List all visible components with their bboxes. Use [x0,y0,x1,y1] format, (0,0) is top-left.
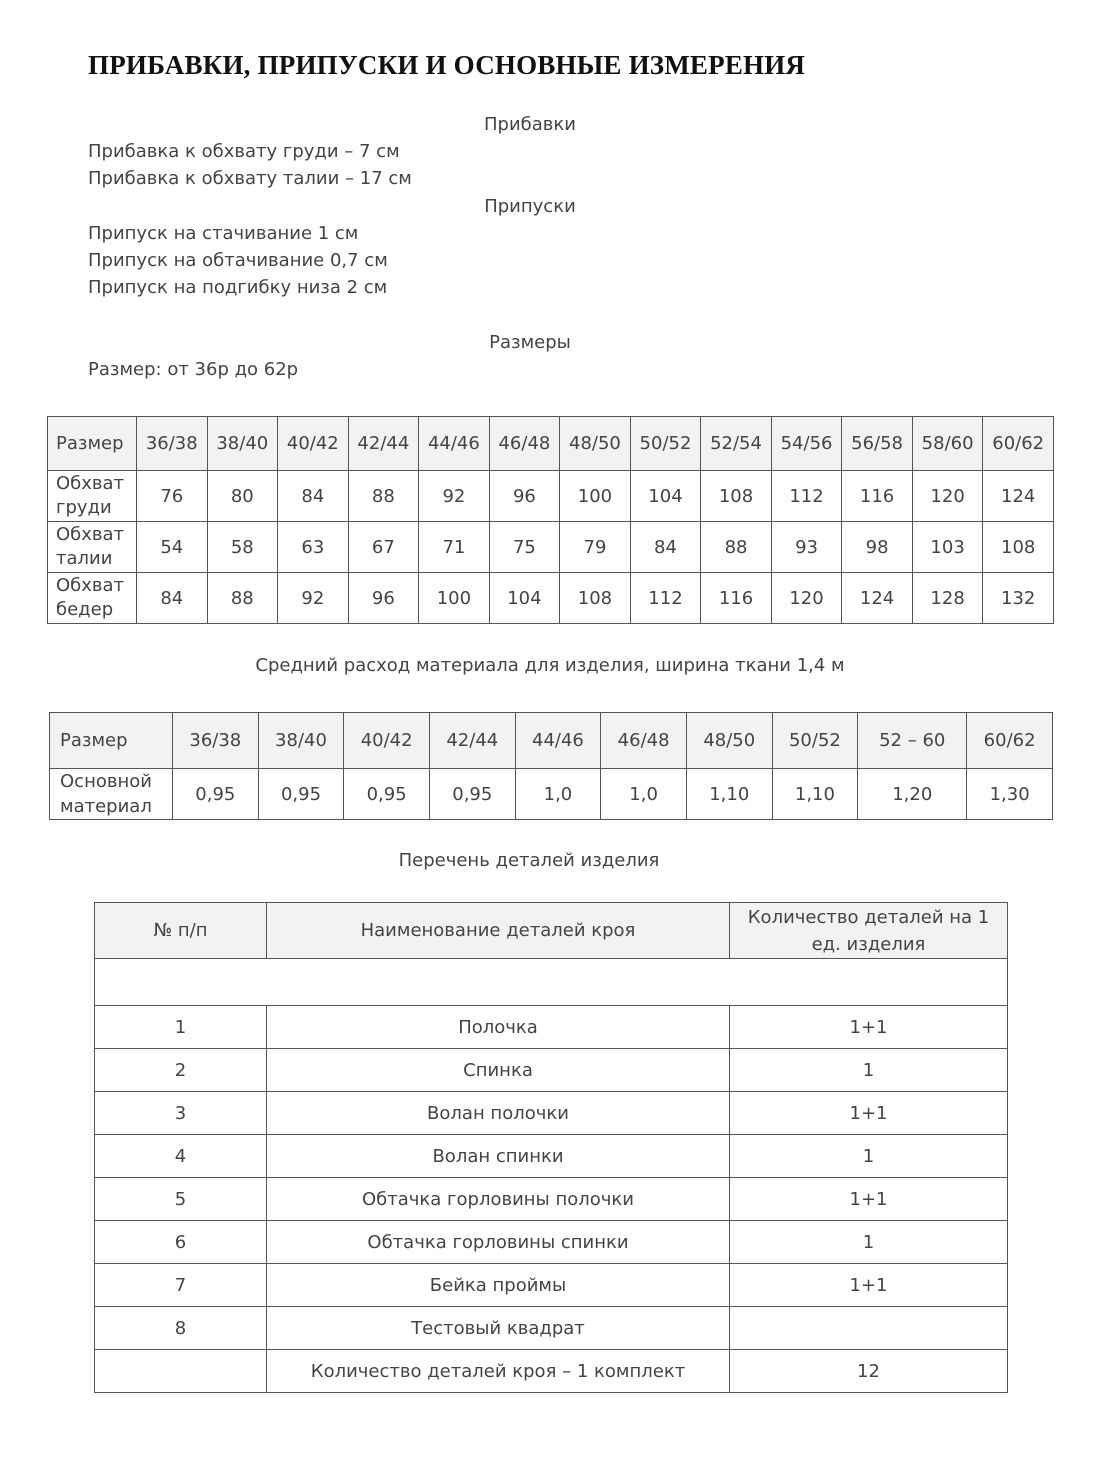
table-cell: 0,95 [429,769,515,820]
table-cell: Спинка [267,1049,730,1092]
table-cell: Обтачка горловины полочки [267,1178,730,1221]
table-header-cell: 40/42 [344,713,430,769]
table-header-cell: 58/60 [912,417,983,471]
size-range-text: Размер: от 36р до 62р [88,359,299,380]
table-header-cell: 40/42 [278,417,349,471]
table-cell: 12 [730,1350,1008,1393]
table-cell: 100 [560,471,631,522]
table-row [95,1135,1008,1178]
table-cell: 132 [983,573,1054,624]
table-header-cell: 54/56 [771,417,842,471]
table-cell: 96 [348,573,419,624]
allowance-line: Припуск на стачивание 1 см [88,223,359,244]
row-label-line: Обхват [56,575,125,596]
table-cell: 92 [278,573,349,624]
table-cell: 1 [730,1049,1008,1092]
table-header-cell: 44/46 [515,713,601,769]
parts-list-table [94,902,1008,1393]
row-label [48,522,137,573]
table-cell: 108 [560,573,631,624]
table-cell: 96 [489,471,560,522]
table-cell: 88 [207,573,278,624]
table-cell: 1 [730,1221,1008,1264]
table-header-cell: 60/62 [983,417,1054,471]
table-header-cell: 38/40 [258,713,344,769]
table-cell: 80 [207,471,278,522]
table-header-cell: 46/48 [489,417,560,471]
table-cell: 98 [842,522,913,573]
row-label [48,573,137,624]
table-cell: 116 [842,471,913,522]
table-row [50,769,1053,820]
table-cell: 54 [137,522,208,573]
empty-cell [95,959,1008,1006]
table-cell: 0,95 [344,769,430,820]
table-header-cell: 36/38 [173,713,259,769]
table-cell: 1,0 [601,769,687,820]
table-cell: 7 [95,1264,267,1307]
table-header-cell: 42/44 [348,417,419,471]
consumption-heading: Средний расход материала для изделия, ширина ткани 1,4 м [255,655,845,676]
sizes-heading: Размеры [489,332,571,353]
table-header-cell [730,903,1008,959]
table-cell: 4 [95,1135,267,1178]
table-cell: 1+1 [730,1178,1008,1221]
table-cell: 67 [348,522,419,573]
table-header-cell: 44/46 [419,417,490,471]
allowances-heading: Припуски [484,196,576,217]
table-row [95,1006,1008,1049]
table-cell: 112 [771,471,842,522]
table-cell: 58 [207,522,278,573]
table-cell: 1,0 [515,769,601,820]
table-row [95,1049,1008,1092]
table-header-cell: 60/62 [967,713,1053,769]
table-row [95,1178,1008,1221]
table-cell: 93 [771,522,842,573]
material-consumption-table [49,712,1053,820]
table-cell: 1,10 [772,769,858,820]
table-cell: 1,20 [858,769,967,820]
table-cell: 104 [489,573,560,624]
table-cell: 84 [137,573,208,624]
table-cell: 124 [842,573,913,624]
table-cell: 84 [278,471,349,522]
table-header-cell: 46/48 [601,713,687,769]
row-label-line: груди [56,497,112,518]
table-header-row [95,903,1008,959]
table-row [95,1264,1008,1307]
parts-heading: Перечень деталей изделия [398,850,660,871]
table-cell: 92 [419,471,490,522]
table-cell: 1+1 [730,1092,1008,1135]
table-cell: 1,30 [967,769,1053,820]
table-row [95,959,1008,1006]
addition-line: Прибавка к обхвату груди – 7 см [88,141,400,162]
table-cell: 112 [630,573,701,624]
table-cell: 1,10 [686,769,772,820]
table-cell: 108 [701,471,772,522]
row-label [48,471,137,522]
table-cell: 3 [95,1092,267,1135]
row-label-line: Основной [60,771,152,792]
table-cell: 1+1 [730,1006,1008,1049]
table-cell [730,1307,1008,1350]
table-cell: 120 [912,471,983,522]
table-cell: 1+1 [730,1264,1008,1307]
table-cell: Тестовый квадрат [267,1307,730,1350]
table-cell: 63 [278,522,349,573]
allowance-line: Припуск на обтачивание 0,7 см [88,250,388,271]
table-cell: 6 [95,1221,267,1264]
table-header-cell: 48/50 [686,713,772,769]
table-cell: 8 [95,1307,267,1350]
page-title: ПРИБАВКИ, ПРИПУСКИ И ОСНОВНЫЕ ИЗМЕРЕНИЯ [88,50,806,80]
table-row [48,573,1054,624]
table-cell [95,1350,267,1393]
table-cell: 103 [912,522,983,573]
table-header-cell: 52 – 60 [858,713,967,769]
table-row [95,1092,1008,1135]
table-header-cell: 36/38 [137,417,208,471]
table-cell: Обтачка горловины спинки [267,1221,730,1264]
table-cell: 1 [730,1135,1008,1178]
table-header-row [50,713,1053,769]
additions-heading: Прибавки [484,114,576,135]
table-cell: Волан спинки [267,1135,730,1178]
table-cell: 100 [419,573,490,624]
table-row [48,522,1054,573]
table-cell: 104 [630,471,701,522]
table-cell: Бейка проймы [267,1264,730,1307]
table-header-cell: № п/п [95,903,267,959]
table-cell: 108 [983,522,1054,573]
table-cell: 120 [771,573,842,624]
table-cell: Волан полочки [267,1092,730,1135]
table-cell: 116 [701,573,772,624]
table-header-cell: 38/40 [207,417,278,471]
row-label-line: материал [60,796,152,817]
row-label-line: талии [56,548,113,569]
table-cell: 84 [630,522,701,573]
table-cell: Количество деталей кроя – 1 комплект [267,1350,730,1393]
row-label-line: Обхват [56,473,125,494]
table-cell: 1 [95,1006,267,1049]
row-label [50,769,173,820]
header-line: ед. изделия [811,933,926,955]
table-header-cell: 50/52 [772,713,858,769]
table-cell: Полочка [267,1006,730,1049]
table-row [95,1221,1008,1264]
size-measurements-table [47,416,1054,624]
table-cell: 76 [137,471,208,522]
table-header-row [48,417,1054,471]
table-cell: 128 [912,573,983,624]
table-row [95,1307,1008,1350]
allowance-line: Припуск на подгибку низа 2 см [88,277,388,298]
table-header-cell: Размер [48,417,137,471]
header-line: Количество деталей на 1 [747,906,990,928]
row-label-line: Обхват [56,524,125,545]
addition-line: Прибавка к обхвату талии – 17 см [88,168,412,189]
table-cell: 0,95 [258,769,344,820]
table-cell: 2 [95,1049,267,1092]
table-cell: 75 [489,522,560,573]
table-header-cell: 50/52 [630,417,701,471]
table-cell: 88 [348,471,419,522]
table-header-cell: 56/58 [842,417,913,471]
table-header-cell: Размер [50,713,173,769]
table-row [95,1350,1008,1393]
table-row [48,471,1054,522]
table-cell: 71 [419,522,490,573]
table-cell: 88 [701,522,772,573]
table-cell: 124 [983,471,1054,522]
table-cell: 5 [95,1178,267,1221]
table-header-cell: 52/54 [701,417,772,471]
table-cell: 0,95 [173,769,259,820]
table-header-cell: 42/44 [429,713,515,769]
table-header-cell: 48/50 [560,417,631,471]
table-cell: 79 [560,522,631,573]
table-header-cell: Наименование деталей кроя [267,903,730,959]
row-label-line: бедер [56,599,114,620]
